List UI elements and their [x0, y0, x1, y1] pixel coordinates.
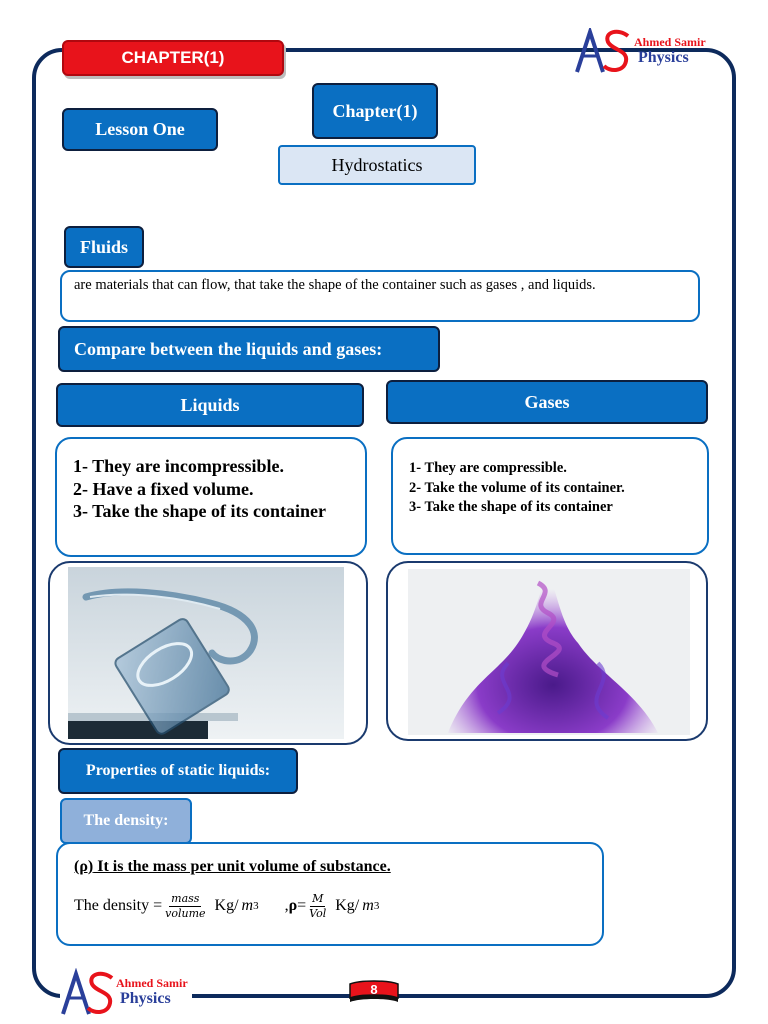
topic-box [278, 145, 476, 185]
list-item: 2- Take the volume of its container. [409, 479, 625, 496]
water-glass-image [50, 563, 366, 743]
chapter-title [312, 83, 438, 139]
gases-heading-text: Gases [524, 391, 570, 412]
gases-heading [386, 380, 708, 424]
header-logo [574, 28, 706, 74]
compare-heading [58, 326, 440, 372]
fraction-numerator: mass [171, 892, 200, 905]
page-number-badge [348, 980, 400, 1004]
fraction-denominator: Vol [309, 906, 327, 920]
gases-properties [391, 437, 709, 555]
formula-separator: , [284, 897, 289, 915]
density-formula [74, 892, 586, 921]
liquids-list [73, 455, 351, 523]
equals-sign: = [297, 897, 307, 915]
rho-symbol: (ρ) [74, 858, 94, 875]
liquids-properties [55, 437, 367, 557]
as-logo-icon [60, 968, 116, 1016]
density-definition-box [56, 842, 604, 946]
fluids-heading-text: Fluids [79, 236, 129, 257]
list-item: 3- Take the shape of its container [73, 501, 327, 521]
rho-variable: ρ [288, 897, 298, 915]
list-item: 3- Take the shape of its container [409, 499, 613, 516]
unit-exponent: 3 [253, 900, 259, 913]
properties-heading [58, 748, 298, 794]
chapter-tab-label: CHAPTER(1) [121, 48, 225, 67]
topic-text: Hydrostatics [331, 154, 423, 175]
unit-kg: Kg/ [335, 897, 360, 915]
fraction-numerator: M [312, 892, 324, 905]
logo-subject: Physics [120, 990, 171, 1007]
chapter-tab [62, 40, 284, 76]
density-definition-text: It is the mass per unit volume of substance. [93, 858, 391, 875]
unit-exponent: 3 [373, 900, 380, 913]
gases-list [409, 459, 693, 518]
footer-logo [60, 968, 192, 1016]
lesson-label [62, 108, 218, 151]
fluids-definition-text: are materials that can flow, that take the shape of the container such as gases , and liquids. [74, 277, 596, 293]
logo-name: Ahmed Samir [634, 35, 706, 49]
m-vol-fraction [309, 892, 326, 921]
purple-smoke-image [388, 563, 706, 739]
list-item: 1- They are compressible. [409, 460, 567, 476]
logo-subject: Physics [638, 49, 689, 66]
properties-heading-text: Properties of static liquids: [85, 762, 271, 779]
compare-heading-text: Compare between the liquids and gases: [74, 338, 383, 359]
page-number: 8 [370, 982, 378, 997]
lesson-label-text: Lesson One [95, 119, 185, 139]
unit-m: m [362, 897, 374, 915]
chapter-title-text: Chapter(1) [332, 100, 418, 121]
list-item: 1- They are incompressible. [73, 456, 284, 476]
fluids-definition [60, 270, 700, 322]
fraction-denominator: volume [165, 906, 206, 920]
density-tab [60, 798, 192, 844]
unit-m: m [241, 897, 254, 915]
as-logo-icon [574, 28, 632, 74]
mass-volume-fraction [165, 892, 205, 921]
gas-image-frame [386, 561, 708, 741]
density-tab-text: The density: [83, 812, 169, 829]
liquid-image-frame [48, 561, 368, 745]
density-definition [74, 858, 586, 876]
liquids-heading [56, 383, 364, 427]
fluids-heading [64, 226, 144, 268]
list-item: 2- Have a fixed volume. [73, 478, 254, 499]
logo-name: Ahmed Samir [116, 976, 188, 990]
liquids-heading-text: Liquids [180, 394, 240, 415]
unit-kg: Kg/ [214, 897, 239, 915]
formula-label: The density = [74, 897, 163, 915]
